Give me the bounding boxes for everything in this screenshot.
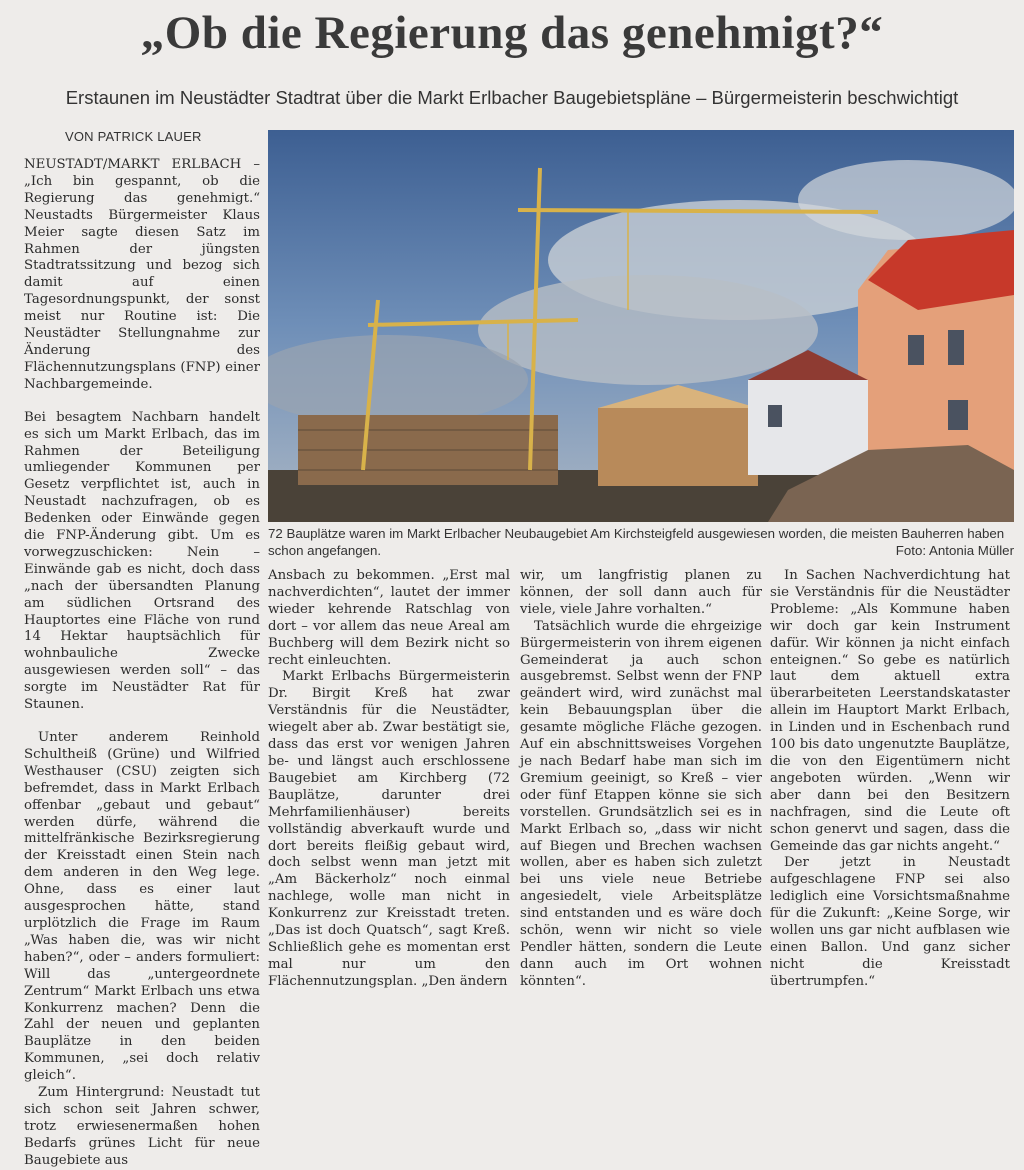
photo-credit: Foto: Antonia Müller (895, 543, 1014, 558)
paragraph: Tatsächlich wurde die ehrgeizige Bürgermeisterin von ihrem eigenen Gemeinderat ja auch schon ausgebremst. Selbst wenn der FNP geändert wird, wird zunächst mal kein Bebauungsplan über die gesamte mögliche Fläche gezogen. Auf ein abschnittsweises Vorgehen je nach Bedarf habe man sich im Gremium geeinigt, so Kreß – vier oder fünf Etappen könne sie sich vorstellen. Grundsätzlich sei es in Markt Erlbach so, „dass wir nicht auf Biegen und Brechen wachsen wollen, aber es haben sich zuletzt bei uns viele neue Betriebe angesiedelt, viele Arbeitsplätze sind entstanden und es wäre doch schön, wenn wir nicht so viele Pendler hätten, sondern die Leute dann auch im Ort wohnen könnten“. (520, 618, 762, 989)
paragraph: In Sachen Nachverdichtung hat sie Verständnis für die Neustädter Probleme: „Als Kommune haben wir doch gar kein Instrument dafür. Wir können ja nicht einfach enteignen.“ So gebe es natürlich laut dem aktuell extra überarbeiteten Leerstandskataster allein im Hauptort Markt Erlbach, in Linden und in Eschenbach rund 100 bis dato ungenutzte Bauplätze, die von den Eigentümern nicht angeboten würden. „Wenn wir aber dann bei den Besitzern nachfragen, sind die Leute oft schon genervt und sagen, dass die Gemeinde das gar nichts angeht.“ (770, 568, 1010, 854)
article-column-1 (24, 157, 260, 1170)
article-column-4 (770, 568, 1010, 991)
photo-caption (268, 525, 1014, 559)
paragraph: Der jetzt in Neustadt aufgeschlagene FNP sei also lediglich eine Vorsichtsmaßnahme für die Zukunft: „Keine Sorge, wir wollen uns gar nicht aufblasen wie einen Ballon. Und ganz sicher nicht die Kreisstadt übertrumpfen.“ (770, 855, 1010, 989)
headline: „Ob die Regierung das genehmigt?“ (140, 7, 884, 59)
subheadline: Erstaunen im Neustädter Stadtrat über die Markt Erlbacher Baugebietspläne – Bürgermeisterin beschwichtigt (65, 87, 959, 108)
article-column-3 (520, 568, 762, 991)
caption-text: 72 Bauplätze waren im Markt Erlbacher Neubaugebiet Am Kirchsteigfeld ausgewiesen worden, die meisten Bauherren haben schon angefangen. (268, 526, 1005, 558)
paragraph: NEUSTADT/MARKT ERLBACH – „Ich bin gespannt, ob die Regierung das genehmigt.“ Neustadts Bürgermeister Klaus Meier sagte diesen Satz im Rahmen der jüngsten Stadtratssitzung und bezog sich damit auf einen Tagesordnungspunkt, der sonst meist nur Routine ist: Die Neustädter Stellungnahme zur Änderung des Flächennutzungsplans (FNP) einer Nachbargemeinde. (24, 157, 260, 392)
byline: VON PATRICK LAUER (65, 129, 202, 144)
article-column-2 (268, 568, 510, 991)
paragraph: Bei besagtem Nachbarn handelt es sich um Markt Erlbach, das im Rahmen der Beteiligung umliegender Kommunen per Gesetz verpflichtet ist, auch in Neustadt nachzufragen, ob es Bedenken oder Einwände gegen die FNP-Änderung gibt. Um es vorwegzuschicken: Nein – Einwände gab es nicht, doch dass „nach der übersandten Planung am südlichen Ortsrand des Hauptortes eine Fläche von rund 14 Hektar hauptsächlich für wohnbauliche Zwecke ausgewiesen werden soll“ – das sorgte im Neustädter Rat für Staunen. (24, 409, 260, 713)
paragraph: Unter anderem Reinhold Schultheiß (Grüne) und Wilfried Westhauser (CSU) zeigten sich befremdet, dass in Markt Erlbach offenbar „gebaut und gebaut“ werden dürfe, während die mittelfränkische Bezirksregierung der Kreisstadt einen Stein nach dem anderen in den Weg lege. Ohne, dass es einer laut ausgesprochen hätte, stand urplötzlich die Frage im Raum „Was haben die, was wir nicht haben?“, oder – anders formuliert: Will das „untergeordnete Zentrum“ Markt Erlbach uns etwa Konkurrenz machen? Denn die Zahl der neuen und geplanten Bauplätze in den beiden Kommunen, „sei doch relativ gleich“. (24, 730, 260, 1084)
paragraph: Markt Erlbachs Bürgermeisterin Dr. Birgit Kreß hat zwar Verständnis für die Neustädter, wiegelt aber ab. Zwar bestätigt sie, dass das erst vor wenigen Jahren be- und längst auch erschlossene Baugebiet am Kirchberg (72 Bauplätze, darunter drei Mehrfamilienhäuser) bereits vollständig abverkauft wurde und dort bereits fleißig gebaut wird, doch selbst wenn man jetzt mit „Am Bäckerholz“ noch einmal nachlege, wolle man nicht in Konkurrenz zur Kreisstadt treten. „Das ist doch Quatsch“, sagt Kreß. Schließlich gehe es momentan erst mal nur um den Flächennutzungsplan. „Den ändern (268, 669, 510, 989)
paragraph: wir, um langfristig planen zu können, der soll dann auch für viele, viele Jahre vorhalten.“ (520, 568, 762, 617)
paragraph: Zum Hintergrund: Neustadt tut sich schon seit Jahren schwer, trotz erwiesenermaßen hohen Bedarfs grünes Licht für neue Baugebiete aus (24, 1085, 260, 1168)
paragraph: Ansbach zu bekommen. „Erst mal nachverdichten“, lautet der immer wieder kehrende Ratschlag von dort – vor allem das neue Areal am Buchberg will dem Bezirk nicht so recht einleuchten. (268, 568, 510, 668)
construction-site-photo (268, 130, 1014, 522)
